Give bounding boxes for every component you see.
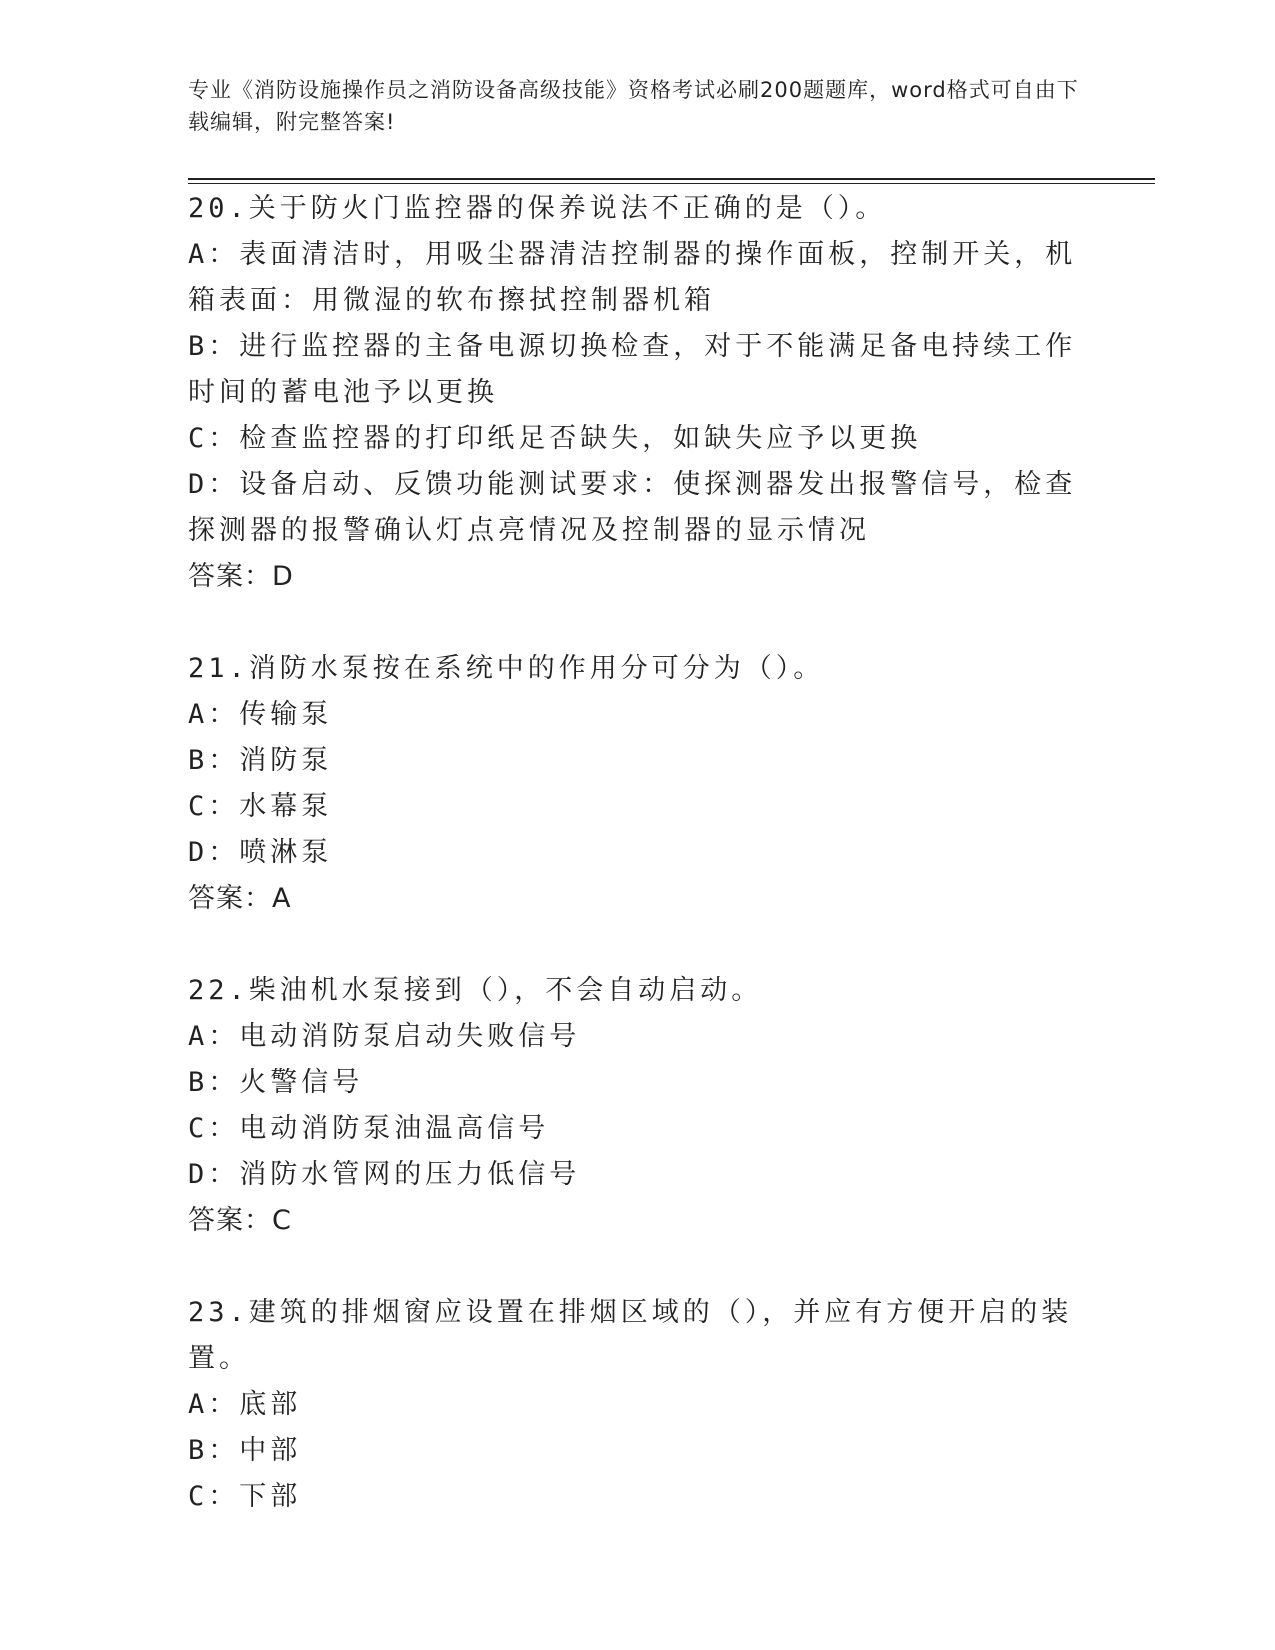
option-c: C：水幕泵: [188, 791, 333, 822]
option-b: B：消防泵: [188, 745, 333, 776]
spacer: [188, 922, 1078, 968]
question-stem: 23.建筑的排烟窗应设置在排烟区域的（），并应有方便开启的装置。: [188, 1297, 1073, 1374]
spacer: [188, 600, 1078, 646]
option-a: A：电动消防泵启动失败信号: [188, 1021, 581, 1052]
question-list: [188, 186, 1078, 1520]
header-divider-thin: [188, 183, 1155, 184]
option-c: C：下部: [188, 1481, 302, 1512]
answer: 答案：C: [188, 1205, 292, 1236]
question-stem: 20.关于防火门监控器的保养说法不正确的是（）。: [188, 193, 887, 224]
question-block: [188, 186, 1078, 600]
question-stem: 22.柴油机水泵接到（），不会自动启动。: [188, 975, 763, 1006]
question-block: [188, 968, 1078, 1244]
option-c: C：电动消防泵油温高信号: [188, 1113, 550, 1144]
option-b: B：火警信号: [188, 1067, 364, 1098]
option-d: D：消防水管网的压力低信号: [188, 1159, 581, 1190]
question-block: [188, 646, 1078, 922]
option-b: B：进行监控器的主备电源切换检查，对于不能满足备电持续工作时间的蓄电池予以更换: [188, 331, 1077, 408]
spacer: [188, 1244, 1078, 1290]
option-a: A：表面清洁时，用吸尘器清洁控制器的操作面板，控制开关，机箱表面：用微湿的软布擦拭控制器机箱: [188, 239, 1077, 316]
option-d: D：设备启动、反馈功能测试要求：使探测器发出报警信号，检查探测器的报警确认灯点亮情况及控制器的显示情况: [188, 469, 1077, 546]
question-stem: 21.消防水泵按在系统中的作用分可分为（）。: [188, 653, 825, 684]
option-a: A：传输泵: [188, 699, 333, 730]
option-b: B：中部: [188, 1435, 302, 1466]
answer: 答案：A: [188, 883, 292, 914]
question-block: [188, 1290, 1078, 1520]
option-d: D：喷淋泵: [188, 837, 333, 868]
option-c: C：检查监控器的打印纸足否缺失，如缺失应予以更换: [188, 423, 922, 454]
answer: 答案：D: [188, 561, 294, 592]
header-divider-thick: [188, 178, 1155, 180]
header-note: 专业《消防设施操作员之消防设备高级技能》资格考试必刷200题题库，word格式可自由下载编辑，附完整答案!: [188, 78, 1079, 134]
option-a: A：底部: [188, 1389, 302, 1420]
